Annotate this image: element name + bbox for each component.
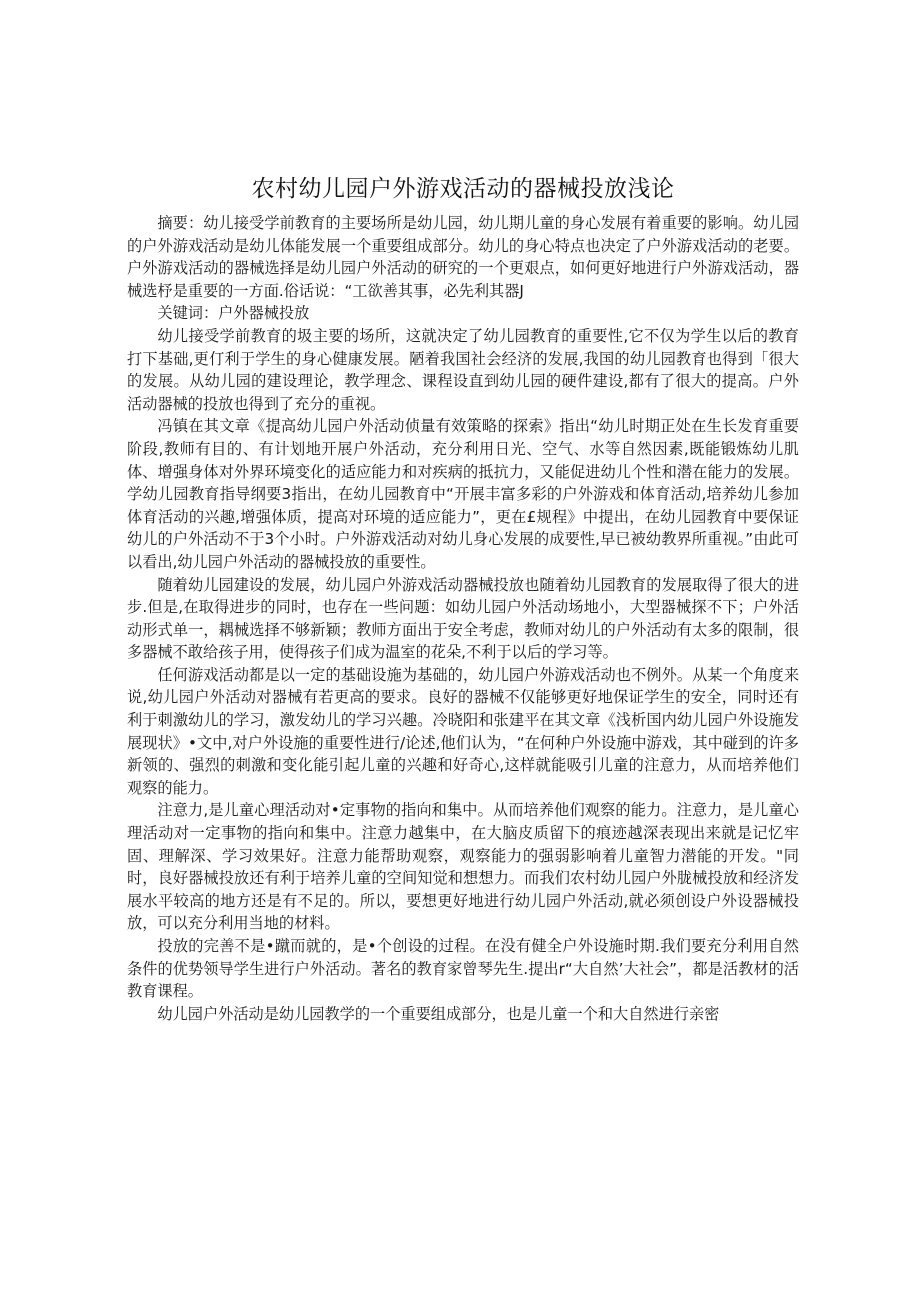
body-paragraph: 投放的完善不是•蹴而就的，是•个创设的过程。在没有健全户外设施时期.我们要充分利用自然条件的优势领导学生进行户外活动。著名的教育家曾琴先生.提出r“大自然’大社会”，都是活教材的活教育课程。 [127, 937, 799, 1001]
document-title: 农村幼儿园户外游戏活动的器械投放浅论 [251, 176, 675, 202]
body-paragraph: 幼儿接受学前教育的圾主要的场所，这就决定了幼儿园教育的重要性,它不仅为学生以后的教育打下基础,更仃利于学生的身心健康发展。陋着我国社会经济的发展,我国的幼儿园教育也得到「很大的发展。从幼儿园的建设理论，教学理念、课程设直到幼儿园的硬件建设,都有了很大的提高。户外活动器械的投放也得到了充分的重视。 [127, 326, 799, 413]
body-paragraph: 任何游戏活动都是以一定的基础设施为基础的，幼儿园户外游戏活动也不例外。从某一个角度来说,幼儿园户外活动对器械有若更高的要求。良好的器械不仅能够更好地保证学生的安全，同时还有利于刺激幼儿的学习，激发幼儿的学习兴趣。冷晓阳和张建平在其文章《浅析国内幼儿园户外设施发展现状》•文中,对户外设施的重要性进行/论述,他们认为，“在何种户外设施中游戏，其中碰到的许多新领的、强烈的刺激和变化能引起儿童的兴趣和好奇心,这样就能吸引儿童的注意力，从而培养他们观察的能力。 [127, 665, 799, 797]
abstract-paragraph: 摘要：幼儿接受学前教育的主要场所是幼儿园，幼儿期儿童的身心发展有着重要的影响。幼儿园的户外游戏活动是幼儿体能发展一个重要组成部分。幼儿的身心特点也决定了户外游戏活动的老要。户外游戏活动的器械选择是幼儿园户外活动的研究的一个更艰点，如何更好地进行户外游戏活动，器械选杼是重要的一方面.俗话说：“工欲善其事，必先利其器J [127, 214, 799, 300]
body-paragraph: 冯镇在其文章《提高幼儿园户外活动侦量有效策略的探索》指出“幼儿时期正处在生长发育重要阶段,教师有目的、有计划地开展户外活动，充分利用日光、空气、水等自然因素,既能锻炼幼儿肌体、增强身体对外界环境变化的适应能力和对疾病的抵抗力，又能促进幼儿个性和潜在能力的发展。学幼儿园教育指导纲要3指出，在幼儿园教育中“开展丰富多彩的户外游戏和体育活动,培养幼儿参加体育活动的兴趣,增强体质，提高对环境的适应能力”，更在£规程》中提出，在幼儿园教育中要保证幼儿的户外活动不于3个小时。户外游戏活动对幼儿身心发展的成要性,早已被幼教界所重视。”由此可以看出,幼儿园户外活动的器械投放的重要性。 [127, 417, 799, 571]
body-paragraph: 随着幼儿园建设的发展，幼儿园户外游戏活动器械投放也随着幼儿园教育的发展取得了很大的进步.但是,在取得进步的同时，也存在一些问题：如幼儿园户外活动场地小，大型器械探不下；户外活动形式单一，耦械选择不够新颖；教师方面出于安全考虑，教师对幼儿的户外活动有太多的限制，很多器械不敢给孩子用，使得孩子们成为温室的花朵,不利于以后的学习等。 [127, 575, 799, 662]
body-paragraph: 幼儿园户外活动是幼儿园教学的一个重要组成部分，也是儿童一个和大自然进行亲密 [157, 1004, 720, 1023]
document-page [127, 172, 799, 1025]
body-paragraph: 注意力,是儿童心理活动对•定事物的指向和集中。从而培养他们观察的能力。注意力，是儿童心理活动对一定事物的指向和集中。注意力越集中，在大脑皮质留下的痕迹越深表现出来就是记忆牢固、理解深、学习效果好。注意力能帮助观察，观察能力的强弱影响着儿童智力潜能的开发。"同时，良好器械投放还有利于培养儿童的空间知觉和想想力。而我们农村幼儿园户外胧械投放和经济发展水平较高的地方还是有不足的。所以，要想更好地进行幼儿园户外活动,就必须创设户外设器械投放，可以充分利用当地的材料。 [127, 801, 799, 933]
keywords-paragraph: 关键词：户外器械投放 [157, 304, 310, 323]
